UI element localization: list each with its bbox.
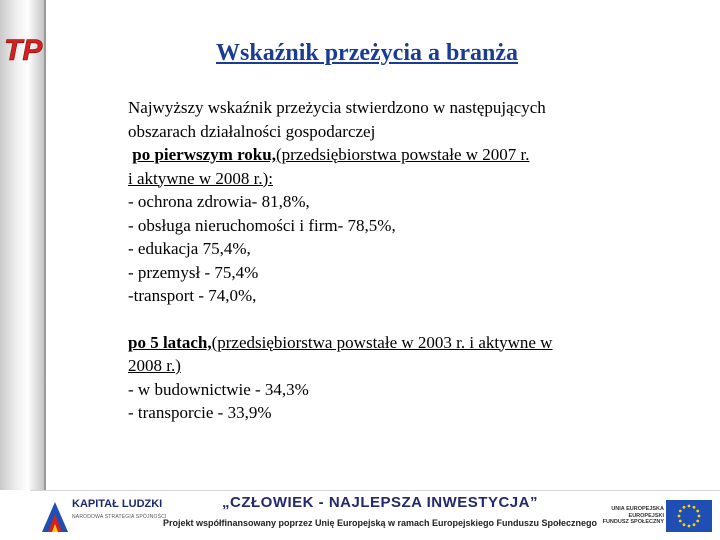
svg-text:TP: TP [4, 34, 43, 67]
spacer [128, 308, 648, 331]
footer-slogan: „CZŁOWIEK - NAJLEPSZA INWESTYCJA” [222, 494, 538, 511]
five-years-label: po 5 latach, [128, 332, 212, 352]
eu-flag-icon [666, 500, 712, 532]
left-decorative-band [0, 0, 46, 490]
five-years-heading-2 [128, 354, 648, 378]
page-title: Wskaźnik przeżycia a branża [216, 40, 518, 66]
list-item: - obsługa nieruchomości i firm- 78,5%, [128, 215, 396, 235]
left-band-divider [44, 0, 46, 490]
kapital-ludzki-subtitle: NARODOWA STRATEGIA SPÓJNOŚCI [72, 514, 167, 520]
first-year-desc-2: i aktywne w 2008 r.): [128, 168, 273, 188]
first-year-heading-2 [128, 167, 648, 191]
footer [30, 490, 720, 540]
eu-label-line-3: FUNDUSZ SPOŁECZNY [602, 519, 664, 525]
first-year-label: po pierwszym roku, [132, 145, 276, 164]
footer-project-note: Projekt współfinansowany poprzez Unię Europejską w ramach Europejskiego Funduszu Społecznego [162, 518, 598, 528]
kapital-ludzki-logo-icon [40, 498, 70, 534]
list-item: -transport - 74,0%, [128, 286, 257, 305]
first-year-desc-1: (przedsiębiorstwa powstałe w 2007 r. [275, 145, 530, 164]
intro-line-1: Najwyższy wskaźnik przeżycia stwierdzono w następujących [128, 98, 546, 117]
five-years-heading [128, 331, 648, 355]
five-years-desc-1: (przedsiębiorstwa powstałe w 2003 r. i aktywne w [211, 332, 553, 352]
list-item: - transporcie - 33,9% [128, 403, 272, 422]
slide-body [128, 96, 648, 425]
first-year-heading [128, 143, 648, 167]
footer-divider [30, 490, 720, 491]
eu-label-line-1: UNIA EUROPEJSKA [611, 506, 664, 512]
list-item: - ochrona zdrowia- 81,8%, [128, 192, 310, 211]
intro-line-2: obszarach działalności gospodarczej [128, 121, 376, 141]
eu-label-line-2: EUROPEJSKI [628, 512, 664, 519]
list-item: - edukacja 75,4%, [128, 239, 251, 258]
list-item: - w budownictwie - 34,3% [128, 379, 309, 399]
eu-label [602, 506, 664, 526]
list-item: - przemysł - 75,4% [128, 262, 259, 282]
five-years-desc-2: 2008 r.) [128, 356, 181, 375]
kapital-ludzki-name: KAPITAŁ LUDZKI [72, 498, 163, 510]
